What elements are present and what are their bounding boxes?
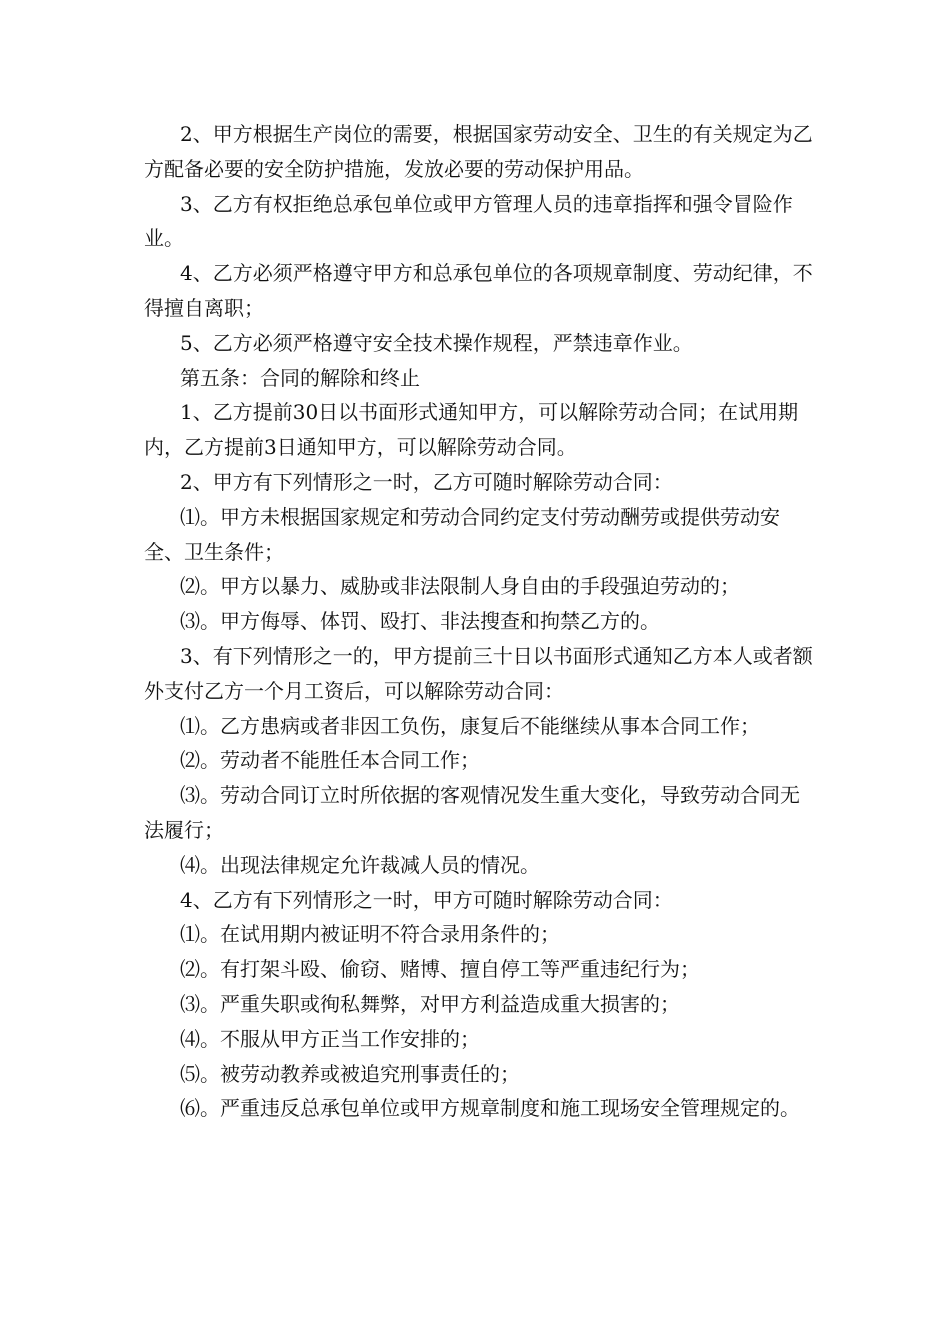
list-item-5-3-3: ⑶。劳动合同订立时所依据的客观情况发生重大变化，导致劳动合同无法履行； xyxy=(144,783,800,842)
paragraph-clause-5-1: 1、乙方提前30日以书面形式通知甲方，可以解除劳动合同；在试用期内，乙方提前3日通知甲方，可以解除劳动合同。 xyxy=(144,400,799,460)
list-item-5-3-4: ⑷。出现法律规定允许裁减人员的情况。 xyxy=(180,852,540,877)
paragraph-clause-4-4: 4、乙方必须严格遵守甲方和总承包单位的各项规章制度、劳动纪律，不得擅自离职； xyxy=(144,261,813,320)
paragraph-clause-4-2: 2、甲方根据生产岗位的需要，根据国家劳动安全、卫生的有关规定为乙方配备必要的安全防护措施，发放必要的劳动保护用品。 xyxy=(144,122,813,181)
paragraph-clause-5-2: 2、甲方有下列情形之一时，乙方可随时解除劳动合同： xyxy=(180,469,673,494)
paragraph-clause-4-3: 3、乙方有权拒绝总承包单位或甲方管理人员的违章指挥和强令冒险作业。 xyxy=(144,191,793,251)
list-item-5-4-4: ⑷。不服从甲方正当工作安排的； xyxy=(180,1026,480,1051)
list-item-5-2-2: ⑵。甲方以暴力、威胁或非法限制人身自由的手段强迫劳动的； xyxy=(180,574,740,599)
list-item-5-2-1: ⑴。甲方未根据国家规定和劳动合同约定支付劳动酬劳或提供劳动安全、卫生条件； xyxy=(144,504,780,564)
paragraph-clause-5-4: 4、乙方有下列情形之一时，甲方可随时解除劳动合同： xyxy=(180,887,673,912)
list-item-5-4-1: ⑴。在试用期内被证明不符合录用条件的； xyxy=(180,922,560,947)
list-item-5-4-3: ⑶。严重失职或徇私舞弊，对甲方利益造成重大损害的； xyxy=(180,991,680,1016)
list-item-5-4-5: ⑸。被劳动教养或被追究刑事责任的； xyxy=(180,1061,520,1086)
list-item-5-3-2: ⑵。劳动者不能胜任本合同工作； xyxy=(180,748,480,773)
document-body xyxy=(144,117,816,1126)
list-item-5-2-3: ⑶。甲方侮辱、体罚、殴打、非法搜查和拘禁乙方的。 xyxy=(180,609,660,634)
paragraph-clause-4-5: 5、乙方必须严格遵守安全技术操作规程，严禁违章作业。 xyxy=(180,330,693,355)
paragraph-clause-5-3: 3、有下列情形之一的，甲方提前三十日以书面形式通知乙方本人或者额外支付乙方一个月工资后，可以解除劳动合同： xyxy=(144,643,813,703)
list-item-5-4-6: ⑹。严重违反总承包单位或甲方规章制度和施工现场安全管理规定的。 xyxy=(180,1096,800,1121)
article-5-heading: 第五条：合同的解除和终止 xyxy=(180,365,420,390)
list-item-5-4-2: ⑵。有打架斗殴、偷窃、赌博、擅自停工等严重违纪行为； xyxy=(180,957,700,982)
list-item-5-3-1: ⑴。乙方患病或者非因工负伤，康复后不能继续从事本合同工作； xyxy=(180,713,760,738)
